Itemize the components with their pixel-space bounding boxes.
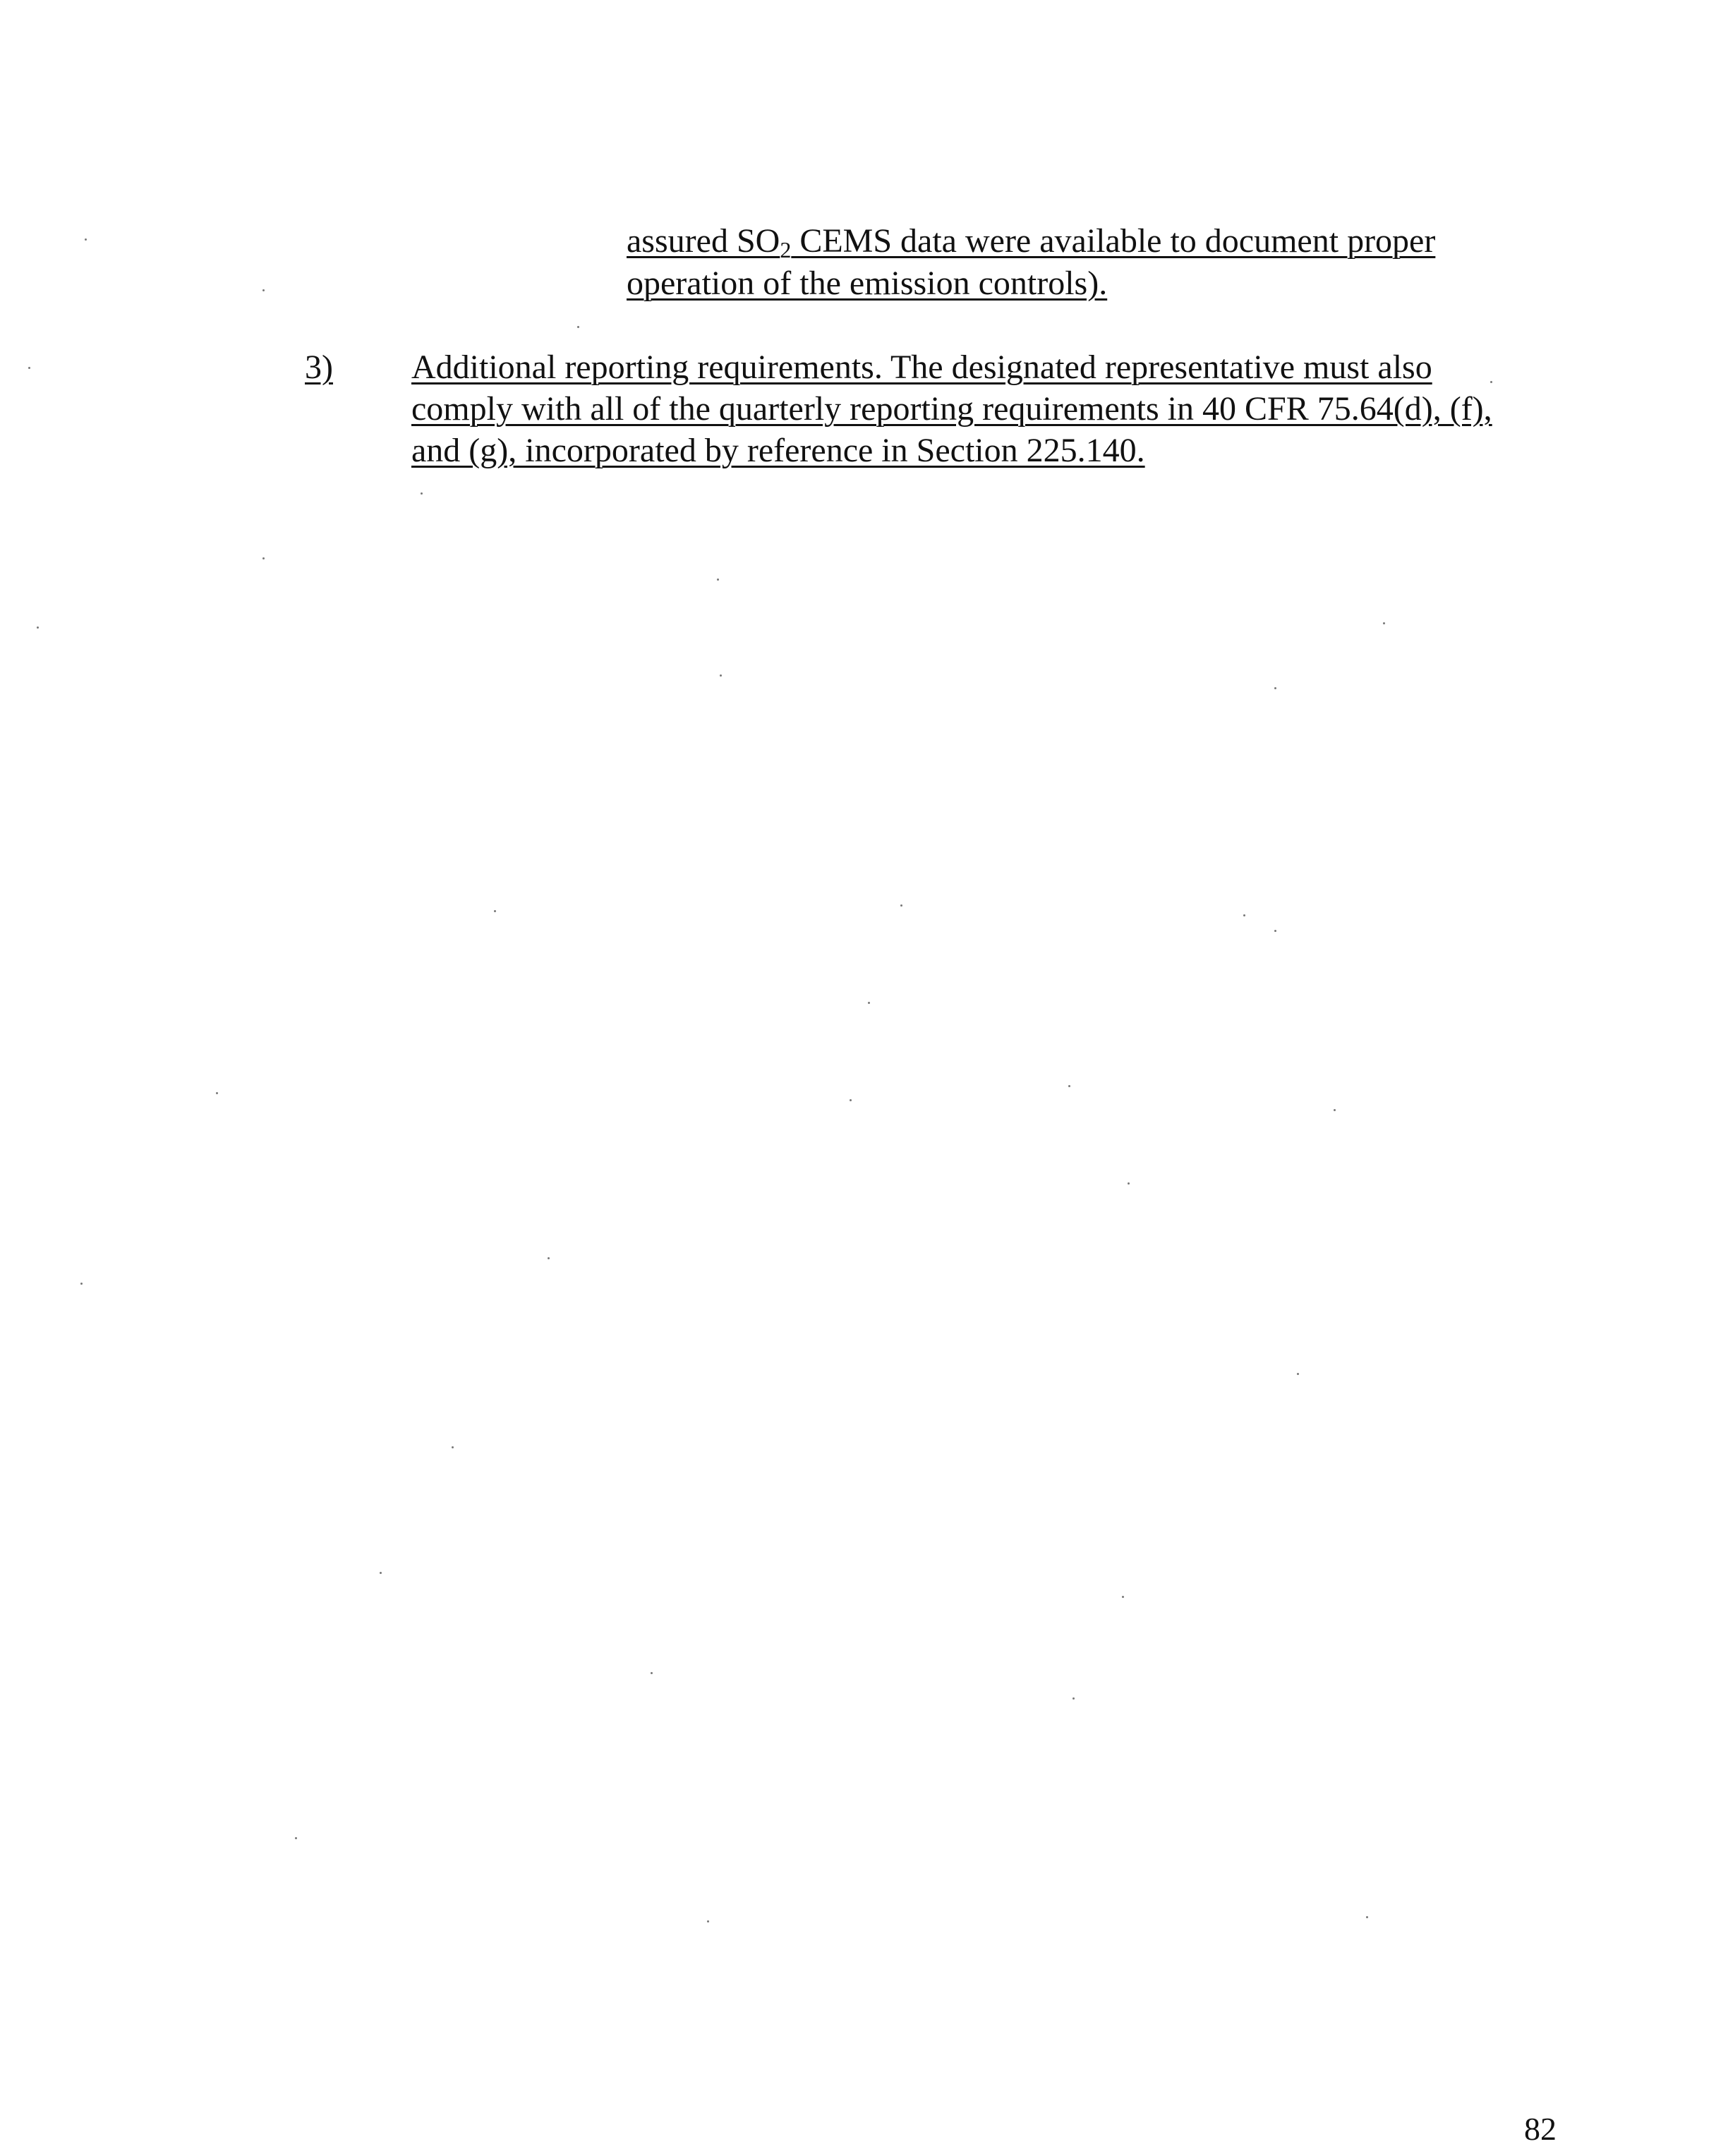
so2-subscript: 2 <box>780 237 792 262</box>
continuation-line-1-suffix: CEMS data were available to document proper <box>791 222 1436 260</box>
item-number: 3) <box>305 349 333 386</box>
item-3-line-3: and (g), incorporated by reference in Section 225.140. <box>411 432 1145 469</box>
continuation-line-1-prefix: assured SO <box>627 222 780 260</box>
continuation-line-1 <box>627 222 1435 261</box>
item-3-line-2: comply with all of the quarterly reporting requirements in 40 CFR 75.64(d), (f), <box>411 390 1492 428</box>
continuation-line-2: operation of the emission controls). <box>627 265 1108 302</box>
item-3-line-1: Additional reporting requirements. The designated representative must also <box>411 349 1432 386</box>
page-number: 82 <box>1524 2111 1557 2147</box>
